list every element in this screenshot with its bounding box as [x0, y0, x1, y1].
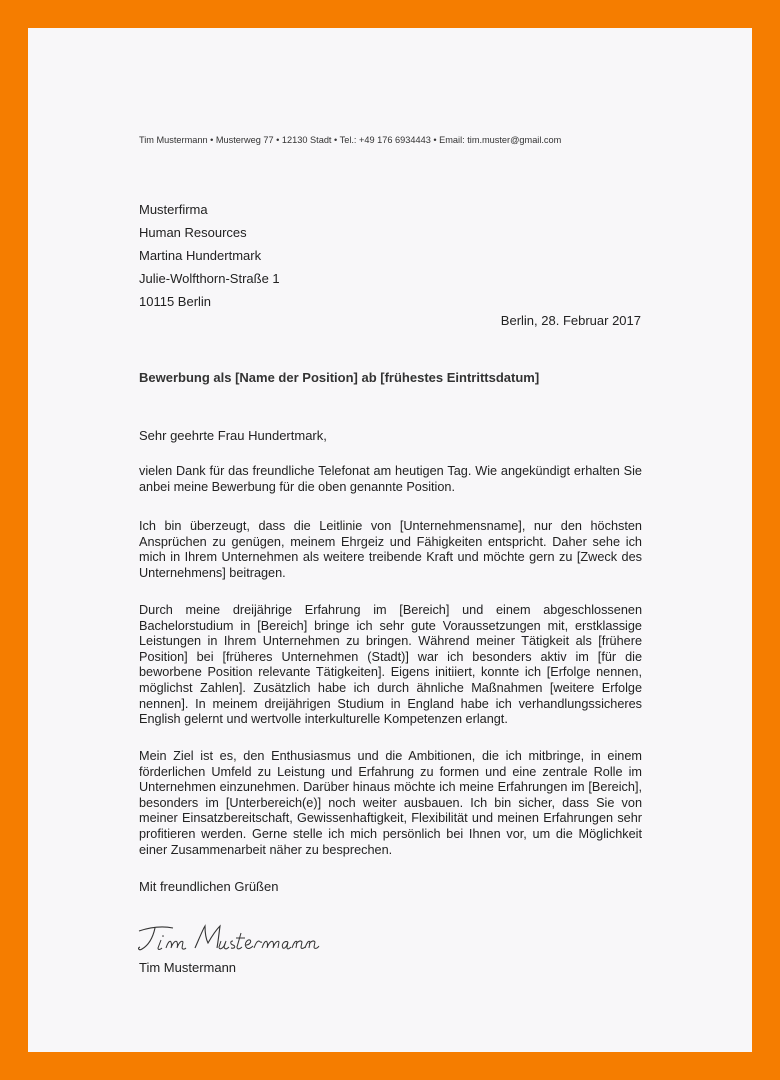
recipient-street: Julie-Wolfthorn-Straße 1 — [139, 271, 280, 286]
sender-line: Tim Mustermann • Musterweg 77 • 12130 Stadt • Tel.: +49 176 6934443 • Email: tim.muster@gmail.com — [139, 135, 562, 145]
body-paragraph: vielen Dank für das freundliche Telefonat am heutigen Tag. Wie angekündigt erhalten Sie anbei meine Bewerbung für die oben genannte Position. — [139, 464, 642, 494]
recipient-address — [139, 198, 539, 313]
body-paragraph: Mein Ziel ist es, den Enthusiasmus und die Ambitionen, die ich mitbringe, in einem förderlichen Umfeld zu Leistung und Erfahrung zu formen und eine zentrale Rolle im Unternehmen einzunehmen. Darüber hinaus möchte ich meine Erfahrungen im [Bereich], besonders im [Unterbereich(e)] noch weiter ausbauen. Ich bin sicher, dass Sie von meiner Einsatzbereitschaft, Gewissenhaftigkeit, Flexibilität und meinen Erfahrungen sehr profitieren werden. Gerne stelle ich mich persönlich bei Ihnen vor, um die Möglichkeit einer Zusammenarbeit näher zu besprechen. — [139, 749, 642, 857]
salutation: Sehr geehrte Frau Hundertmark, — [139, 428, 327, 443]
recipient-company: Musterfirma — [139, 202, 208, 217]
recipient-department: Human Resources — [139, 225, 247, 240]
handwritten-signature — [133, 917, 333, 957]
closing: Mit freundlichen Grüßen — [139, 879, 279, 894]
letter-subject: Bewerbung als [Name der Position] ab [frühestes Eintrittsdatum] — [139, 370, 540, 385]
signer-name: Tim Mustermann — [139, 960, 237, 975]
letter-date: Berlin, 28. Februar 2017 — [500, 313, 641, 328]
recipient-person: Martina Hundertmark — [139, 248, 262, 263]
body-paragraph: Durch meine dreijährige Erfahrung im [Bereich] und einem abgeschlossenen Bachelorstudium in [Bereich] bringe ich sehr gute Voraussetzungen mit, erstklassige Leistungen in Ihrem Unternehmen zu bringen. Während meiner Tätigkeit als [frühere Position] bei [früheres Unternehmen (Stadt)] war ich besonders aktiv im [für die beworbene Position relevante Tätigkeiten]. Eigens initiiert, konnte ich [Erfolge nennen, möglichst Zahlen]. Zusätzlich habe ich durch ähnliche Maßnahmen [weitere Erfolge nennen]. In meinem dreijährigen Studium in England habe ich verhandlungssicheres English gelernt und wertvolle interkulturelle Kompetenzen erlangt. — [139, 603, 642, 727]
letter-page — [28, 28, 752, 1052]
recipient-city: 10115 Berlin — [139, 294, 212, 309]
body-paragraph: Ich bin überzeugt, dass die Leitlinie von [Unternehmensname], nur den höchsten Ansprüchen zu genügen, meinem Ehrgeiz und Fähigkeiten entspricht. Daher sehe ich mich in Ihrem Unternehmen als weitere treibende Kraft und möchte gern zu [Zweck des Unternehmens] beitragen. — [139, 519, 642, 580]
